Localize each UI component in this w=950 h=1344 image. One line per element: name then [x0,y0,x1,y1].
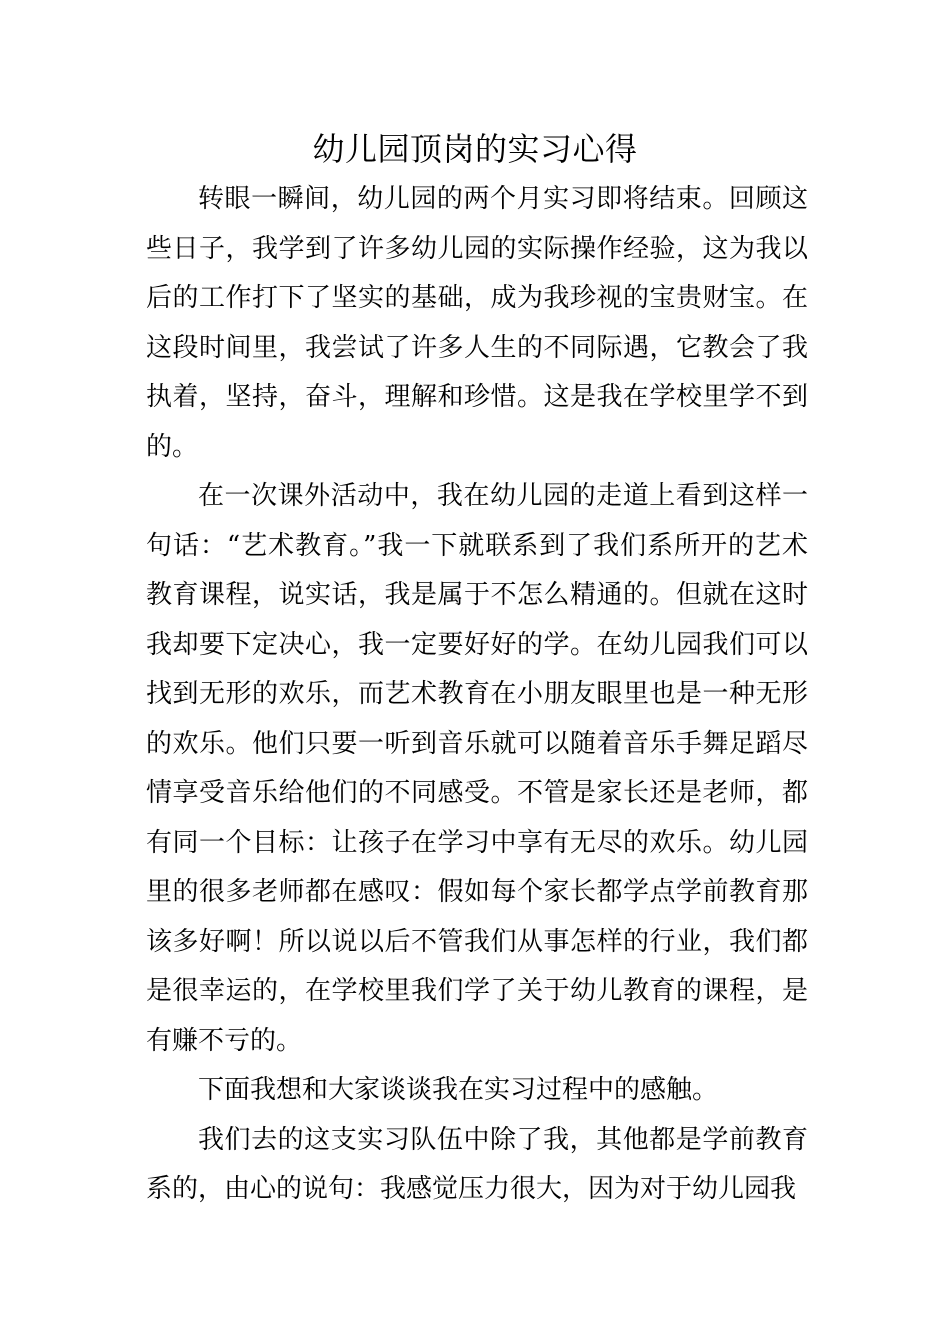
paragraph-1: 转眼一瞬间，幼儿园的两个月实习即将结束。回顾这些日子，我学到了许多幼儿园的实际操作经验，这为我以后的工作打下了坚实的基础，成为我珍视的宝贵财宝。在这段时间里，我尝试了许多人生的不同际遇，它教会了我执着，坚持，奋斗，理解和珍惜。这是我在学校里学不到的。 [146,184,808,462]
paragraph-3: 下面我想和大家谈谈我在实习过程中的感触。 [198,1075,719,1105]
document-title: 幼儿园顶岗的实习心得 [312,130,638,168]
paragraph-2: 在一次课外活动中，我在幼儿园的走道上看到这样一句话：“艺术教育。”我一下就联系到了我们系所开的艺术教育课程，说实话，我是属于不怎么精通的。但就在这时我却要下定决心，我一定要好好的学。在幼儿园我们可以找到无形的欢乐，而艺术教育在小朋友眼里也是一种无形的欢乐。他们只要一听到音乐就可以随着音乐手舞足蹈尽情享受音乐给他们的不同感受。不管是家长还是老师，都有同一个目标：让孩子在学习中享有无尽的欢乐。幼儿园里的很多老师都在感叹：假如每个家长都学点学前教育那该多好啊！所以说以后不管我们从事怎样的行业，我们都是很幸运的，在学校里我们学了关于幼儿教育的课程，是有赚不亏的。 [146,481,808,1056]
document-body [146,175,808,1215]
paragraph-4: 我们去的这支实习队伍中除了我，其他都是学前教育系的，由心的说句：我感觉压力很大，因为对于幼儿园我 [146,1124,808,1204]
